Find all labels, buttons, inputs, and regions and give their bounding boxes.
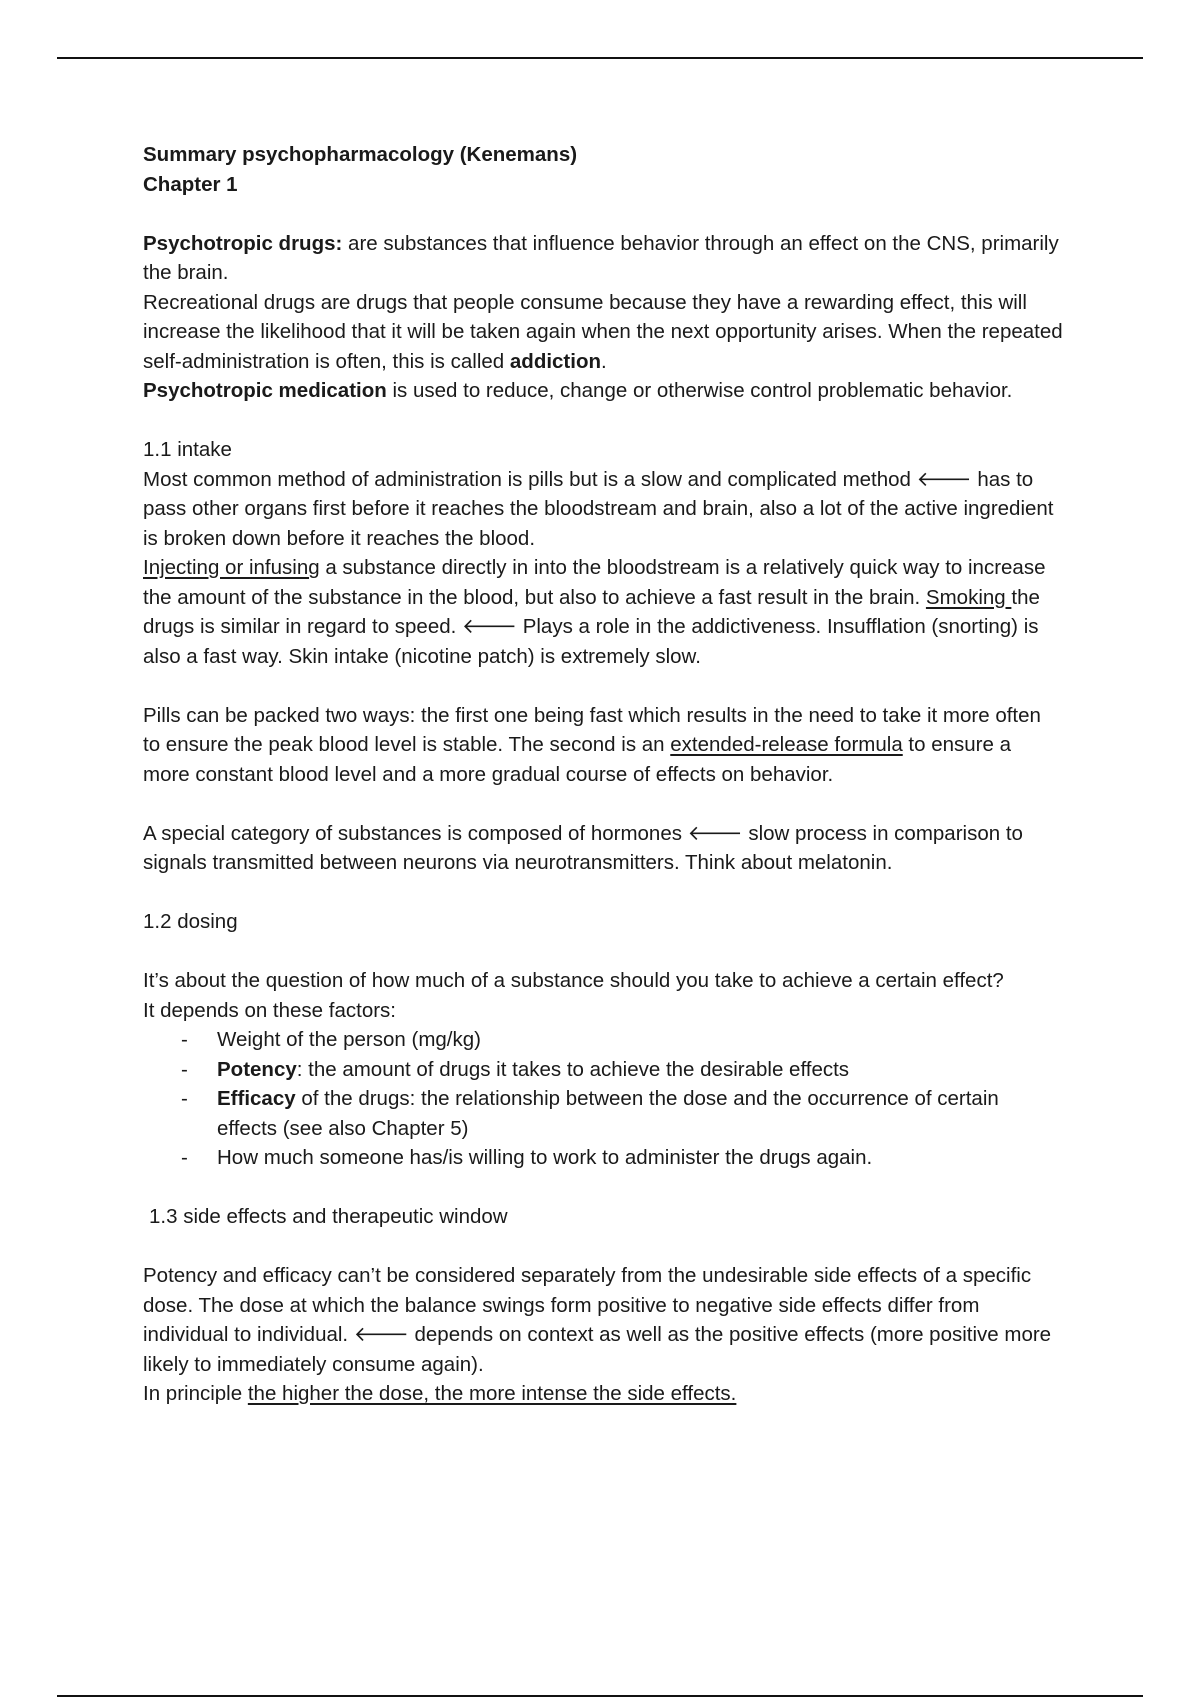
header-rule (57, 57, 1143, 59)
section-heading-intake: 1.1 intake (143, 438, 232, 461)
dosing-paragraph-2: It depends on these factors: (143, 998, 396, 1022)
spacer (143, 878, 1063, 908)
intro-paragraph-1: Psychotropic drugs: are substances that influence behavior through an effect on the CNS, primarily the brain. (143, 231, 1059, 284)
intake-paragraph-4: A special category of substances is composed of hormones 🡐 slow process in comparison to signals transmitted between neurons via neurotransmitters. Think about melatonin. (143, 821, 1023, 874)
intake-paragraph-3: Pills can be packed two ways: the first one being fast which results in the need to take it more often to ensure the peak blood level is stable. The second is an extended-release formula to ensure a more constant blood level and a more gradual course of effects on behavior. (143, 703, 1041, 786)
spacer (143, 406, 1063, 436)
side-effects-paragraph-2: In principle the higher the dose, the more intense the side effects. (143, 1382, 737, 1405)
list-item: - How much someone has/is willing to work to administer the drugs again. (181, 1146, 873, 1169)
spacer (143, 199, 1063, 229)
section-heading-side-effects: 1.3 side effects and therapeutic window (149, 1205, 508, 1228)
list-item: - Potency: the amount of drugs it takes to achieve the desirable effects (181, 1057, 850, 1081)
intake-paragraph-2: Injecting or infusing a substance directly in into the bloodstream is a relatively quick way to increase the amount of the substance in the blood, but also to achieve a fast result in the brain. Smoking the drugs is similar in regard to speed. 🡐 Plays a role in the addictiveness. Insufflation (snorting) is also a fast way. Skin intake (nicotine patch) is extremely slow. (143, 556, 1046, 668)
spacer (143, 937, 1063, 967)
dosing-factor-list (143, 1025, 1063, 1173)
intake-paragraph-1: Most common method of administration is pills but is a slow and complicated method 🡐 has to pass other organs first before it reaches the bloodstream and brain, also a lot of the active ingredient is broken down before it reaches the blood. (143, 467, 1054, 550)
list-item: - Efficacy of the drugs: the relationship between the dose and the occurrence of certain effects (see also Chapter 5) (181, 1087, 999, 1140)
document-body (143, 140, 1063, 1409)
intro-paragraph-2: Recreational drugs are drugs that people consume because they have a rewarding effect, this will increase the likelihood that it will be taken again when the next opportunity arises. When the repeated self-administration is often, this is called addiction. (143, 290, 1063, 373)
spacer (143, 789, 1063, 819)
dosing-paragraph-1: It’s about the question of how much of a substance should you take to achieve a certain effect? (143, 969, 1004, 992)
chapter-heading: Chapter 1 (143, 172, 238, 196)
document-title: Summary psychopharmacology (Kenemans) (143, 143, 578, 166)
side-effects-paragraph-1: Potency and efficacy can’t be considered separately from the undesirable side effects of a specific dose. The dose at which the balance swings form positive to negative side effects differ from individual to individual. 🡐 depends on context as well as the positive effects (more positive more likely to immediately consume again). (143, 1264, 1052, 1376)
intro-paragraph-3: Psychotropic medication is used to reduce, change or otherwise control problematic behavior. (143, 379, 1013, 402)
spacer (143, 671, 1063, 701)
section-heading-dosing: 1.2 dosing (143, 910, 238, 933)
footer-rule (57, 1695, 1143, 1697)
spacer (143, 1232, 1063, 1262)
spacer (143, 1173, 1063, 1203)
list-item: - Weight of the person (mg/kg) (181, 1028, 481, 1051)
